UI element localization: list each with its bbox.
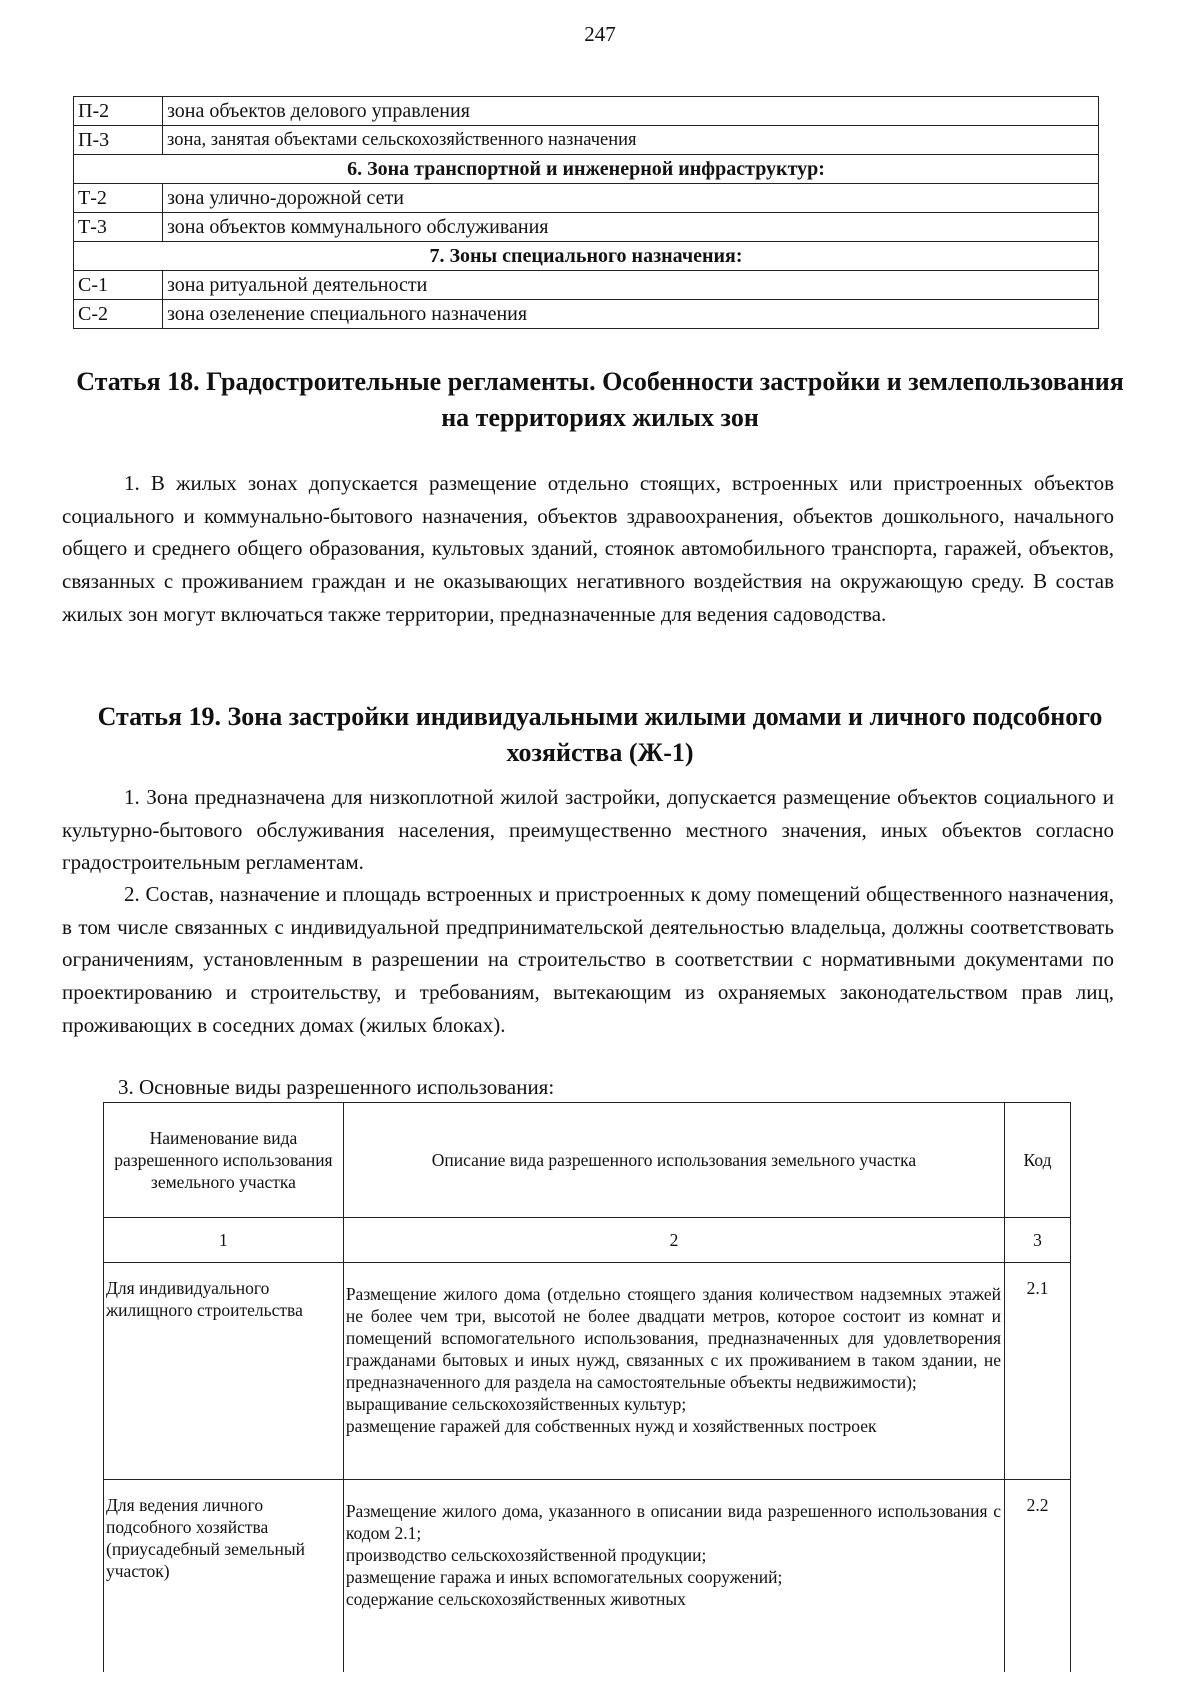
description-line: размещение гаража и иных вспомогательных сооружений; <box>345 1567 783 1587</box>
zone-code: С-2 <box>74 300 163 329</box>
description-line: размещение гаражей для собственных нужд и хозяйственных построек <box>345 1416 877 1436</box>
zone-name: зона, занятая объектами сельскохозяйственного назначения <box>163 126 1099 155</box>
zone-code: П-2 <box>74 97 163 126</box>
description-line: выращивание сельскохозяйственных культур; <box>345 1394 687 1414</box>
description-line: содержание сельскохозяйственных животных <box>345 1589 686 1609</box>
use-code: 2.1 <box>1005 1263 1071 1480</box>
table-header-row <box>104 1103 1071 1218</box>
zone-code: С-1 <box>74 271 163 300</box>
column-header-code: Код <box>1005 1103 1071 1218</box>
article-18-title: Статья 18. Градостроительные регламенты. Особенности застройки и землепользования на территориях жилых зон <box>76 367 1124 432</box>
section-row <box>74 242 1099 271</box>
list-intro: 3. Основные виды разрешенного использования: <box>118 1075 555 1099</box>
table-row <box>74 213 1099 242</box>
description-line: Размещение жилого дома, указанного в описании вида разрешенного использования с кодом 2.1; <box>345 1501 1002 1543</box>
column-number: 1 <box>104 1218 344 1263</box>
description-line: производство сельскохозяйственной продукции; <box>345 1545 707 1565</box>
zone-name: зона объектов делового управления <box>163 97 1099 126</box>
table-row <box>74 300 1099 329</box>
column-header-description: Описание вида разрешенного использования земельного участка <box>343 1103 1004 1218</box>
zone-name: зона ритуальной деятельности <box>163 271 1099 300</box>
article-19-paragraph-2: 2. Состав, назначение и площадь встроенных и пристроенных к дому помещений общественного назначения, в том числе связанных с индивидуальной предпринимательской деятельностью владельца, должны соответствовать ограничениям, установленным в разрешении на строительство в соответствии с нормативными документами по проектированию и строительству, и требованиям, вытекающим из охраняемых законодательством прав лиц, проживающих в соседних домах (жилых блоках). <box>62 882 1114 1037</box>
column-number: 2 <box>343 1218 1004 1263</box>
land-use-table <box>103 1102 1071 1672</box>
use-name: Для индивидуального жилищного строительства <box>104 1263 344 1480</box>
zone-name: зона объектов коммунального обслуживания <box>163 213 1099 242</box>
article-19-title: Статья 19. Зона застройки индивидуальными жилыми домами и личного подсобного хозяйства (Ж-1) <box>97 702 1103 767</box>
article-19-paragraph-1: 1. Зона предназначена для низкоплотной жилой застройки, допускается размещение объектов социального и культурно-бытового обслуживания населения, преимущественно местного значения, иных объектов согласно градостроительным регламентам. <box>62 785 1114 875</box>
section-title: 6. Зона транспортной и инженерной инфраструктур: <box>74 155 1099 184</box>
use-description <box>343 1480 1004 1673</box>
table-row <box>74 97 1099 126</box>
column-number: 3 <box>1005 1218 1071 1263</box>
use-description <box>343 1263 1004 1480</box>
table-row <box>104 1480 1071 1673</box>
column-header-name: Наименование вида разрешенного использования земельного участка <box>104 1103 344 1218</box>
use-code: 2.2 <box>1005 1480 1071 1673</box>
use-name: Для ведения личного подсобного хозяйства (приусадебный земельный участок) <box>104 1480 344 1673</box>
zones-table <box>73 96 1099 329</box>
zone-code: П-3 <box>74 126 163 155</box>
table-row <box>104 1263 1071 1480</box>
section-row <box>74 155 1099 184</box>
zone-name: зона улично-дорожной сети <box>163 184 1099 213</box>
page-number: 247 <box>584 22 616 46</box>
table-row <box>74 126 1099 155</box>
table-row <box>74 184 1099 213</box>
zone-code: Т-3 <box>74 213 163 242</box>
description-line: Размещение жилого дома (отдельно стоящего здания количеством надземных этажей не более чем три, высотой не более двадцати метров, которое состоит из комнат и помещений вспомогательного использования, предназначенных для удовлетворения гражданами бытовых и иных нужд, связанных с их проживанием в таком здании, не предназначенного для раздела на самостоятельные объекты недвижимости); <box>345 1284 1002 1392</box>
zone-code: Т-2 <box>74 184 163 213</box>
article-18-paragraph-1: 1. В жилых зонах допускается размещение отдельно стоящих, встроенных или пристроенных объектов социального и коммунально-бытового назначения, объектов здравоохранения, объектов дошкольного, начального общего и среднего общего образования, культовых зданий, стоянок автомобильного транспорта, гаражей, объектов, связанных с проживанием граждан и не оказывающих негативного воздействия на окружающую среду. В состав жилых зон могут включаться также территории, предназначенные для ведения садоводства. <box>62 471 1114 626</box>
column-number-row <box>104 1218 1071 1263</box>
table-row <box>74 271 1099 300</box>
zone-name: зона озеленение специального назначения <box>163 300 1099 329</box>
section-title: 7. Зоны специального назначения: <box>74 242 1099 271</box>
